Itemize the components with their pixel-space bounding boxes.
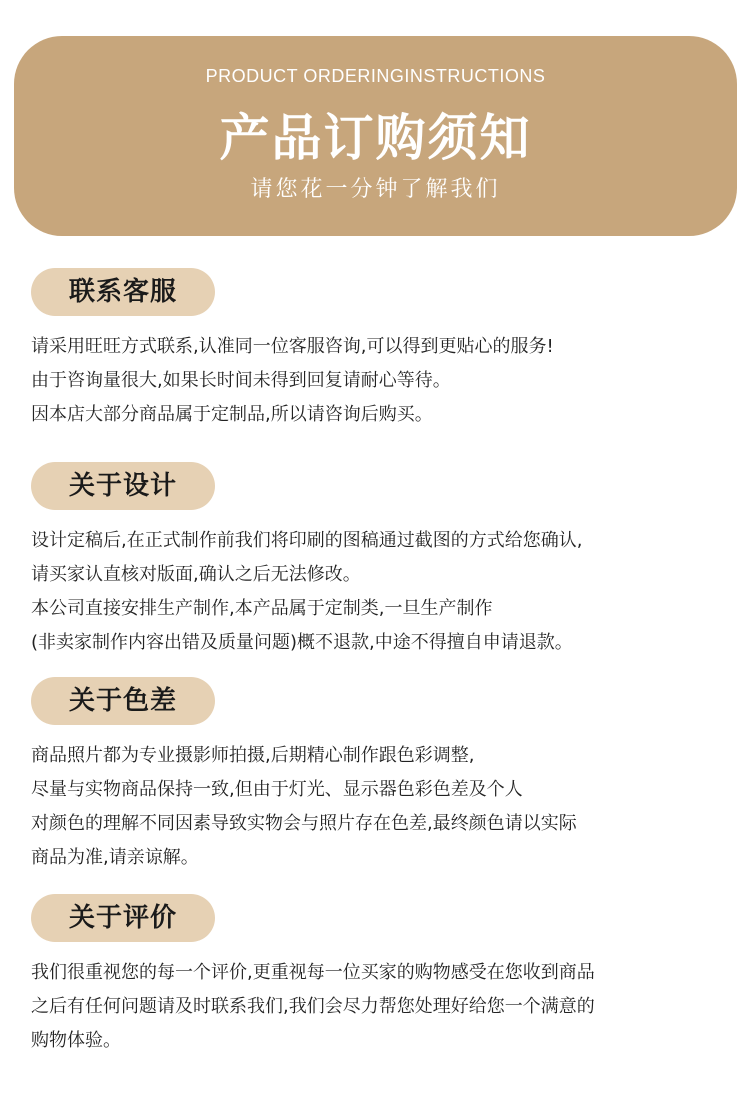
page-subtitle: 请您花一分钟了解我们: [250, 177, 501, 202]
header-banner: [14, 36, 737, 236]
section-heading: 关于色差: [31, 677, 215, 725]
text-line: 我们很重视您的每一个评价,更重视每一位买家的购物感受在您收到商品: [31, 962, 595, 983]
section-body: [31, 956, 731, 1058]
section-contact-service: [31, 268, 731, 432]
section-about-design: [31, 462, 731, 660]
section-about-color-difference: [31, 677, 731, 875]
section-heading: 关于评价: [31, 894, 215, 942]
text-line: 因本店大部分商品属于定制品,所以请咨询后购买。: [31, 404, 433, 425]
text-line: (非卖家制作内容出错及质量问题)概不退款,中途不得擅自申请退款。: [31, 632, 573, 653]
text-line: 商品为准,请亲谅解。: [31, 847, 199, 868]
text-line: 购物体验。: [31, 1030, 121, 1051]
page-title: 产品订购须知: [219, 109, 532, 167]
section-heading: 联系客服: [31, 268, 215, 316]
text-line: 对颜色的理解不同因素导致实物会与照片存在色差,最终颜色请以实际: [31, 813, 577, 834]
text-line: 由于咨询量很大,如果长时间未得到回复请耐心等待。: [31, 370, 451, 391]
text-line: 设计定稿后,在正式制作前我们将印刷的图稿通过截图的方式给您确认,: [31, 530, 583, 551]
section-body: [31, 524, 731, 660]
section-about-reviews: [31, 894, 731, 1058]
english-title: PRODUCT ORDERINGINSTRUCTIONS: [205, 66, 546, 86]
text-line: 请采用旺旺方式联系,认准同一位客服咨询,可以得到更贴心的服务!: [31, 336, 554, 357]
text-line: 尽量与实物商品保持一致,但由于灯光、显示器色彩色差及个人: [31, 779, 523, 800]
text-line: 本公司直接安排生产制作,本产品属于定制类,一旦生产制作: [31, 598, 493, 619]
text-line: 商品照片都为专业摄影师拍摄,后期精心制作跟色彩调整,: [31, 745, 475, 766]
section-body: [31, 330, 731, 432]
text-line: 之后有任何问题请及时联系我们,我们会尽力帮您处理好给您一个满意的: [31, 996, 595, 1017]
text-line: 请买家认直核对版面,确认之后无法修改。: [31, 564, 361, 585]
section-heading: 关于设计: [31, 462, 215, 510]
section-body: [31, 739, 731, 875]
